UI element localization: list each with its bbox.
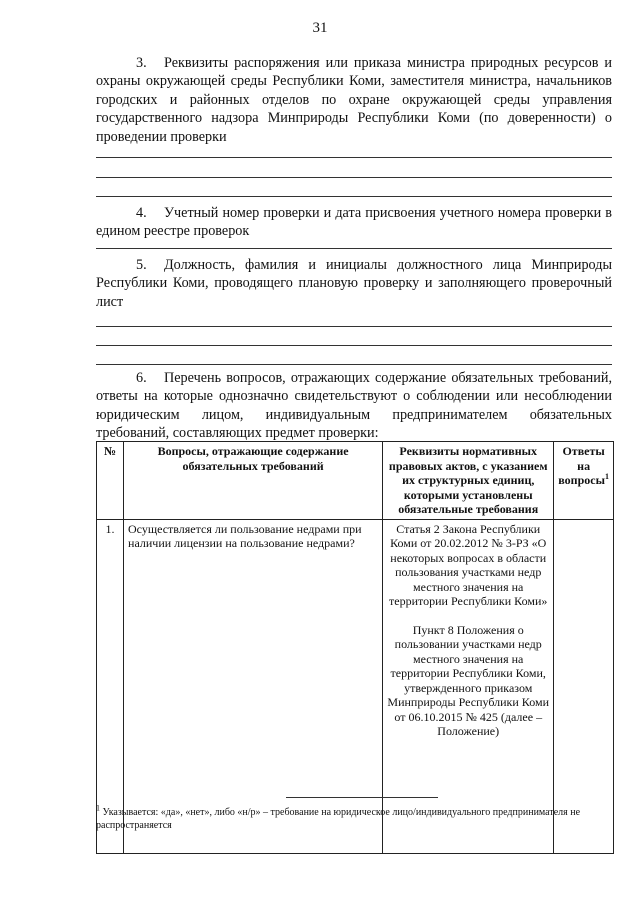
row-question: Осуществляется ли пользование недрами при наличии лицензии на пользование недрами? xyxy=(124,519,383,853)
header-number: № xyxy=(97,442,124,520)
section-5-fill-line-1 xyxy=(96,326,612,327)
section-3-text: Реквизиты распоряжения или приказа министра природных ресурсов и охраны окружающей среды Республики Коми, заместителя министра, начальников городских и районных отделов по охране окружающей среды управления государственного надзора Минприроды Республики Коми (по доверенности) о проведении проверки xyxy=(96,55,612,145)
section-5-text: Должность, фамилия и инициалы должностного лица Минприроды Республики Коми, проводящего плановую проверку и заполняющего проверочный лист xyxy=(96,257,612,310)
section-6-number: 6. xyxy=(136,370,147,386)
requisite-regulation-clause: Пункт 8 Положения о пользовании участками недр местного значения на территории Республики Коми, утвержденного приказом Минприроды Республики Коми от 06.10.2015 № 425 (далее – Положение) xyxy=(387,622,549,738)
section-5-fill-line-3 xyxy=(96,364,612,365)
section-6-paragraph xyxy=(96,369,612,443)
footnote-text: Указывается: «да», «нет», либо «н/р» – требование на юридическое лицо/индивидуального предпринимателя не распространяется xyxy=(96,807,581,831)
section-3-fill-line-2 xyxy=(96,177,612,178)
footnote-separator xyxy=(286,797,438,798)
section-4-fill-line-1 xyxy=(96,248,612,249)
requirements-table xyxy=(96,441,614,854)
header-answers-label: Ответы на вопросы xyxy=(558,444,605,487)
section-6-text: Перечень вопросов, отражающих содержание обязательных требований, ответы на которые однозначно свидетельствуют о соблюдении или несоблюдении юридическим лицом, индивидуальным предпринимателем обязательных требований, составляющих предмет проверки: xyxy=(96,370,612,442)
table-header-row xyxy=(97,442,614,520)
row-number: 1. xyxy=(97,519,124,853)
requisite-law-article: Статья 2 Закона Республики Коми от 20.02.2012 № 3-РЗ «О некоторых вопросах в области пользования участками недр местного значения на территории Республики Коми» xyxy=(389,521,548,608)
section-3-fill-line-1 xyxy=(96,157,612,158)
section-5-fill-line-2 xyxy=(96,345,612,346)
header-answers xyxy=(554,442,614,520)
header-questions: Вопросы, отражающие содержание обязательных требований xyxy=(124,442,383,520)
header-requisites: Реквизиты нормативных правовых актов, с указанием их структурных единиц, которыми установлены обязательные требования xyxy=(383,442,554,520)
row-answer-cell[interactable] xyxy=(554,519,614,853)
section-4-number: 4. xyxy=(136,205,147,221)
row-requisites xyxy=(383,519,554,853)
footnote-ref: 1 xyxy=(604,472,609,481)
footnote-marker: 1 xyxy=(96,803,100,813)
section-3-number: 3. xyxy=(136,55,147,71)
section-3-paragraph xyxy=(96,54,612,146)
footnote xyxy=(96,803,614,832)
page-number: 31 xyxy=(312,20,328,36)
table-row xyxy=(97,519,614,853)
section-4-text: Учетный номер проверки и дата присвоения учетного номера проверки в едином реестре проверок xyxy=(96,205,612,240)
section-4-paragraph xyxy=(96,204,612,241)
section-5-number: 5. xyxy=(136,257,147,273)
section-3-fill-line-3 xyxy=(96,196,612,197)
section-5-paragraph xyxy=(96,256,612,311)
